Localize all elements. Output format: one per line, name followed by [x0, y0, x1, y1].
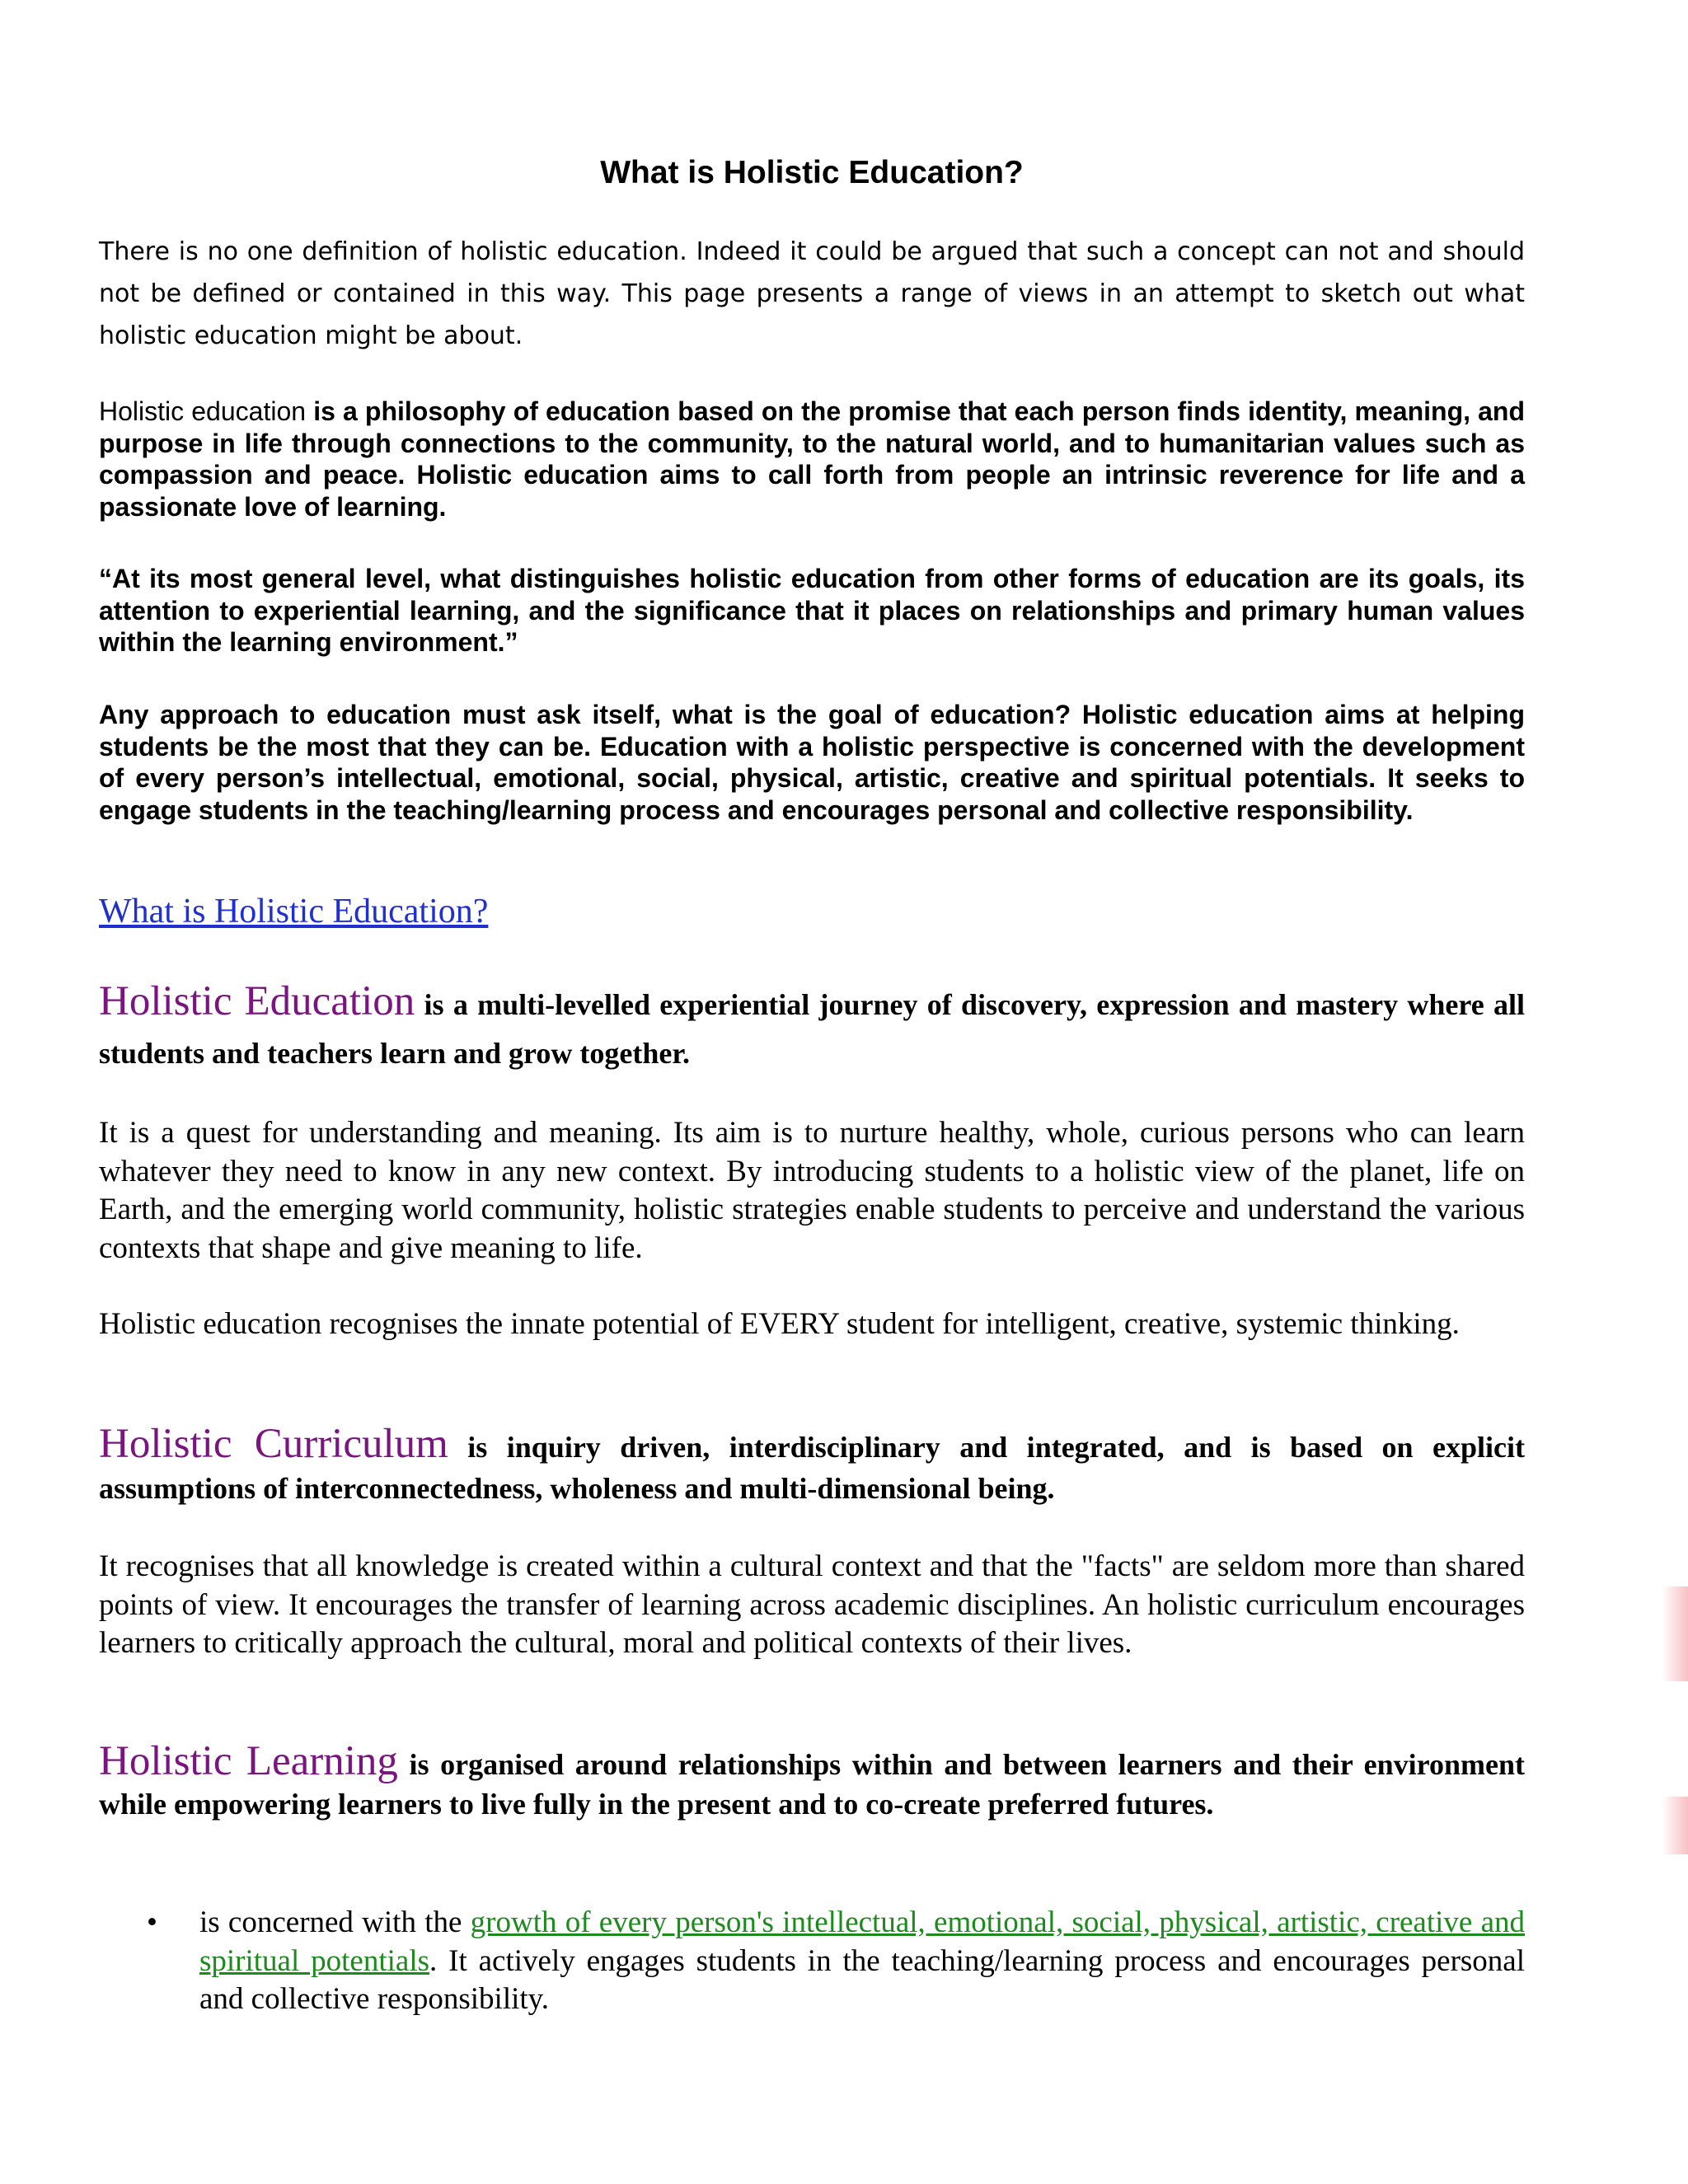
what-is-holistic-education-link[interactable]: What is Holistic Education? [99, 893, 489, 930]
holistic-education-definition-text: is a multi-levelled experiential journey of discovery, expression and mastery where all students and teachers learn and grow together. [99, 988, 1525, 1070]
holistic-learning-definition-text: is organised around relationships within and between learners and their environment while empowering learners to live fully in the present and to co-create preferred futures. [99, 1748, 1525, 1821]
holistic-curriculum-definition-text: is inquiry driven, interdisciplinary and integrated, and is based on explicit assumptions of interconnectedness, wholeness and multi-dimensional being. [99, 1431, 1526, 1505]
bullet-prefix: is concerned with the [199, 1905, 462, 1939]
list-item [99, 1904, 1525, 2019]
bullet-marker: • [147, 1905, 157, 1939]
holistic-education-term: Holistic Education [99, 978, 415, 1024]
intro-paragraph: There is no one definition of holistic education. Indeed it could be argued that such a concept can not and should not be defined or contained in this way. This page presents a range of views in an attempt to sketch out what holistic education might be about. [99, 237, 1525, 350]
decorative-edge-shape [1662, 1797, 1688, 1854]
page-title: What is Holistic Education? [600, 155, 1024, 190]
bullet-suffix: . It actively engages students in the teaching/learning process and encourages personal and collective responsibility. [199, 1943, 1526, 2016]
bullet-list [99, 1904, 1525, 2019]
holistic-learning-definition [99, 1738, 1525, 1824]
approach-paragraph: Any approach to education must ask itself, what is the goal of education? Holistic education aims at helping students be the most that they can be. Education with a holistic perspective is concerned with the development of every person’s intellectual, emotional, social, physical, artistic, creative and spiritual potentials. It seeks to engage students in the teaching/learning process and encourages personal and collective responsibility. [99, 700, 1525, 825]
holistic-curriculum-paragraph: It recognises that all knowledge is created within a cultural context and that the "facts" are seldom more than shared points of view. It encourages the transfer of learning across academic disciplines. An holistic curriculum encourages learners to critically approach the cultural, moral and political contexts of their lives. [99, 1549, 1525, 1660]
definition-text: is a philosophy of education based on the promise that each person finds identity, meaning, and purpose in life through connections to the community, to the natural world, and to humanitarian values such as compassion and peace. Holistic education aims to call forth from people an intrinsic reverence for life and a passionate love of learning. [99, 396, 1526, 522]
holistic-education-definition [99, 977, 1525, 1078]
holistic-curriculum-term: Holistic Curriculum [99, 1421, 448, 1467]
holistic-education-paragraph-1: It is a quest for understanding and meaning. Its aim is to nurture healthy, whole, curious persons who can learn whatever they need to know in any new context. By introducing students to a holistic view of the planet, life on Earth, and the emerging world community, holistic strategies enable students to perceive and understand the various contexts that shape and give meaning to life. [99, 1116, 1525, 1265]
holistic-learning-term: Holistic Learning [99, 1738, 398, 1784]
decorative-edge-shape [1662, 1586, 1688, 1681]
holistic-curriculum-definition [99, 1423, 1525, 1509]
holistic-education-paragraph-2: Holistic education recognises the innate potential of EVERY student for intelligent, creative, systemic thinking. [99, 1307, 1460, 1341]
definition-lead: Holistic education [99, 396, 307, 426]
quote-paragraph: “At its most general level, what distinguishes holistic education from other forms of education are its goals, its attention to experiential learning, and the significance that it places on relationships and primary human values within the learning environment.” [99, 564, 1525, 657]
potentials-link[interactable]: growth of every person's intellectual, emotional, social, physical, artistic, creative and spiritual potentials [199, 1905, 1526, 1978]
definition-paragraph [99, 396, 1525, 523]
